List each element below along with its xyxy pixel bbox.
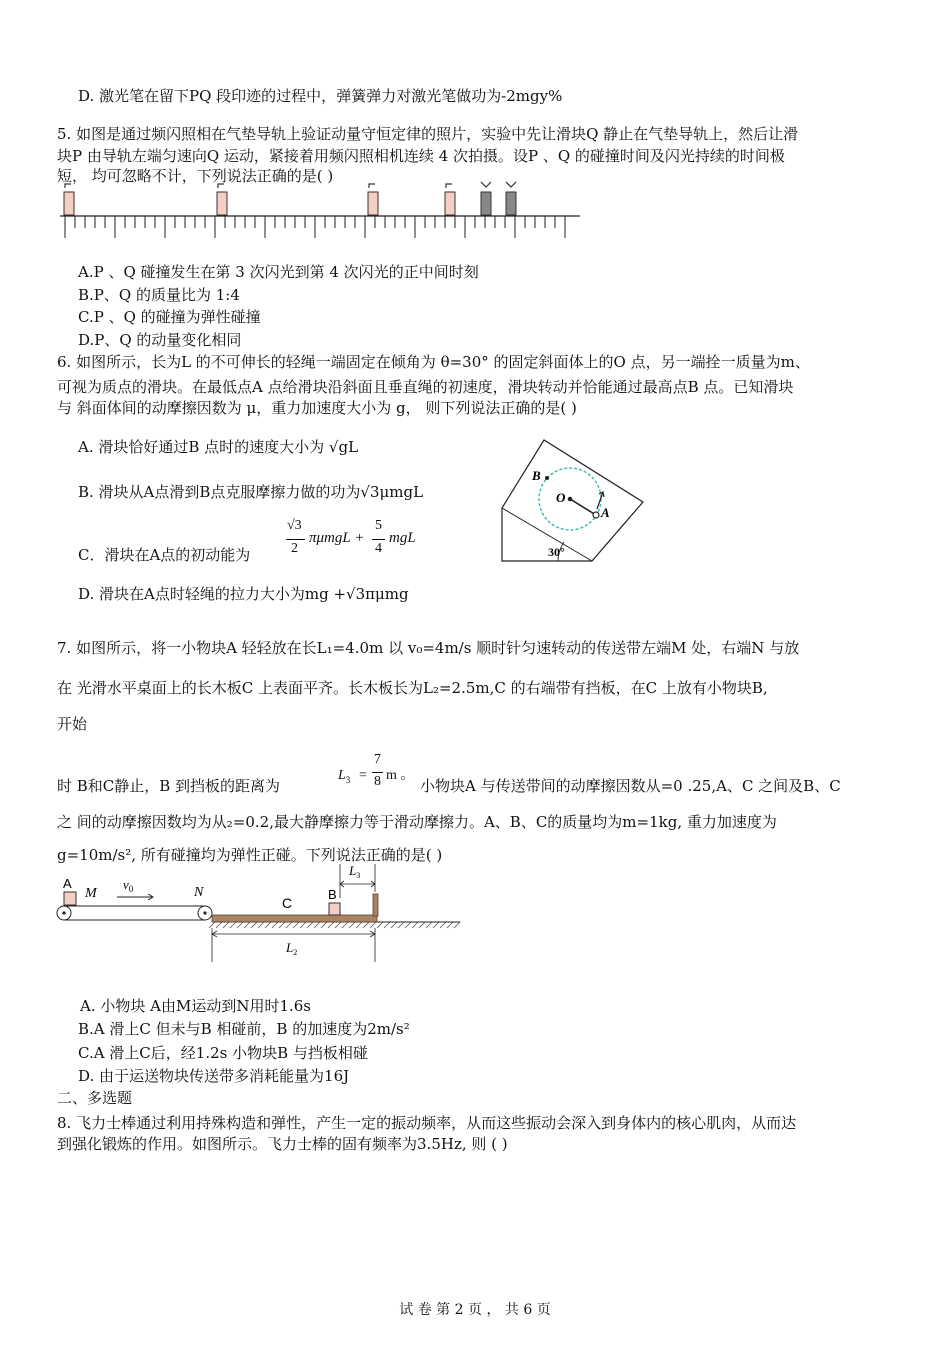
slider-q-1 [481,182,491,215]
hatch-line [405,922,411,928]
hatch-line [377,922,383,928]
l3-symbol [338,768,350,785]
q5-air-track-figure [55,178,585,248]
l3-fraction [372,752,384,798]
slider-p-flash-2 [217,184,227,215]
label-l3: $L_3$ [349,863,361,880]
label-c: C [282,895,293,911]
hatch-line [321,922,327,928]
block-a [64,892,76,905]
left-roller-axle [62,911,65,914]
q7-stem-line-3: 开始 [57,715,88,733]
q5-stem-line-2: 块P 由导轨左端匀速向Q 运动，紧接着用频闪照相机连续 4 次拍摄。设P 、Q 的碰撞时间及闪光持续的时间极 [57,147,785,165]
q8-stem-line-1: 8. 飞力士棒通过利用持殊构造和弹性，产生一定的振动频率，从而这些振动会深入到身体内的核心肌肉，从而达 [57,1114,797,1132]
q7-stem-line-4b: 小物块A 与传送带间的动摩擦因数从=0 .25,A、C 之间及B、C [420,777,841,795]
air-track-ruler-ticks [65,216,565,238]
q6-option-c-fraction-2 [372,518,386,564]
q6-option-c-term-1: πμmgL + [309,530,365,546]
slider-q-2 [506,182,516,215]
label-v0: $v_0$ [123,877,134,894]
q7-option-d: D. 由于运送物块传送带多消耗能量为16J [78,1067,350,1085]
fraction-1-denominator: 2 [291,541,298,556]
hatch-line [433,922,439,928]
label-o: O [556,490,566,505]
q7-stem-line-5: 之 间的动摩擦因数均为从₂=0.2,最大静摩擦力等于滑动摩擦力。A、B、C的质量均为m=1kg, 重力加速度为 [57,813,777,831]
hatch-line [293,922,299,928]
q8-stem-line-2: 到强化锻炼的作用。如图所示。飞力士棒的固有频率为3.5Hz, 则 ( ) [57,1135,508,1153]
hatch-line [454,922,460,928]
hatch-line [244,922,250,928]
label-a: A [601,505,610,520]
point-o [568,497,573,502]
hatch-line [286,922,292,928]
label-a: A [63,876,72,891]
fraction-2-numerator: 5 [375,518,382,533]
hatch-line [349,922,355,928]
hatch-line [370,922,376,928]
slider-p-flash-4 [445,184,455,215]
hatch-line [426,922,432,928]
l3-equals: = [359,768,367,783]
q7-stem-line-1: 7. 如图所示，将一小物块A 轻轻放在长L₁=4.0m 以 v₀=4m/s 顺时针匀速转动的传送带左端M 处，右端N 与放 [57,639,800,657]
slider-at-a [593,512,599,518]
hatch-line [356,922,362,928]
q7-stem-line-4a: 时 B和C静止，B 到挡板的距离为 [57,777,281,795]
q6-option-c-fraction-1 [286,518,306,564]
q6-stem-line-2: 可视为质点的滑块。在最低点A 点给滑块沿斜面且垂直绳的初速度，滑块转动并恰能通过最高点B 点。已知滑块 [57,378,794,396]
hatch-line [412,922,418,928]
label-b: B [532,468,541,483]
q6-option-b: B. 滑块从A点滑到B点克服摩擦力做的功为√3μmgL [78,483,424,501]
l3-unit: m 。 [386,768,415,783]
q7-stem-line-6: g=10m/s², 所有碰撞均为弹性正碰。下列说法正确的是( ) [57,846,443,864]
hatch-line [258,922,264,928]
q6-incline-figure [498,436,648,564]
fraction-1-bar [286,539,305,540]
hatch-line [391,922,397,928]
board-c [212,915,377,922]
hatch-line [265,922,271,928]
hatch-line [314,922,320,928]
hatch-line [209,922,215,928]
hatch-line [279,922,285,928]
q6-option-a: A. 滑块恰好通过B 点时的速度大小为 √gL [78,438,359,456]
q7-conveyor-figure [55,858,465,964]
q6-stem-line-1: 6. 如图所示，长为L 的不可伸长的轻绳一端固定在倾角为 θ=30° 的固定斜面体上的O 点，另一端拴一质量为m、 [57,353,810,371]
fraction-2-denominator: 4 [375,541,382,556]
label-m: M [85,886,97,901]
hatch-line [363,922,369,928]
q5-stem-line-3: 短， 均可忽略不计，下列说法正确的是( ) [57,167,334,185]
hatch-line [342,922,348,928]
label-b: B [328,887,337,902]
hatch-line [230,922,236,928]
l3-fraction-bar [372,772,383,773]
q5-option-a: A.P 、Q 碰撞发生在第 3 次闪光到第 4 次闪光的正中间时刻 [78,263,479,281]
hatch-line [223,922,229,928]
hatch-line [307,922,313,928]
q5-option-c: C.P 、Q 的碰撞为弹性碰撞 [78,308,261,326]
hatch-line [328,922,334,928]
hatch-line [251,922,257,928]
q5-stem-line-1: 5. 如图是通过频闪照相在气垫导轨上验证动量守恒定律的照片，实验中先让滑块Q 静止在气垫导轨上，然后让滑 [57,125,799,143]
section-title-multiple-choice: 二、多选题 [57,1089,133,1107]
angle-label: 30° [548,545,565,559]
hatch-line [237,922,243,928]
slider-p-flash-1 [64,184,74,215]
q7-option-a: A. 小物块 A由M运动到N用时1.6s [80,997,312,1015]
q4-option-d: D. 激光笔在留下PQ 段印迹的过程中，弹簧弹力对激光笔做功为-2mgy% [78,87,563,105]
l3-fraction-denominator: 8 [374,774,381,789]
slider-p-flash-3 [368,184,378,215]
table-hatching [209,922,460,928]
q7-option-c: C.A 滑上C后，经1.2s 小物块B 与挡板相碰 [78,1044,368,1062]
label-l2: $L_2$ [286,940,298,957]
q7-stem-line-2: 在 光滑水平桌面上的长木板C 上表面平齐。长木板长为L₂=2.5m,C 的右端带有挡板，在C 上放有小物块B, [57,679,768,697]
board-baffle [373,894,378,916]
label-n: N [194,885,204,900]
point-b [545,476,549,480]
hatch-line [216,922,222,928]
hatch-line [335,922,341,928]
fraction-1-numerator: √3 [287,518,302,533]
q6-option-d: D. 滑块在A点时轻绳的拉力大小为mg +√3πμmg [78,585,409,603]
q6-option-c-prefix: C．滑块在A点的初动能为 [78,546,251,564]
page-footer: 试 卷 第 2 页 ， 共 6 页 [399,1302,551,1318]
l3-fraction-numerator: 7 [374,752,381,767]
q6-stem-line-3: 与 斜面体间的动摩擦因数为 μ，重力加速度大小为 g， 则下列说法正确的是( ) [57,399,577,417]
l3-letter: L [338,768,346,783]
hatch-line [419,922,425,928]
q5-option-d: D.P、Q 的动量变化相同 [78,331,242,349]
q6-option-c-term-2: mgL [389,530,416,546]
hatch-line [300,922,306,928]
hatch-line [272,922,278,928]
fraction-2-bar [372,539,385,540]
hatch-line [447,922,453,928]
hatch-line [440,922,446,928]
right-roller-axle [203,911,206,914]
q5-option-b: B.P、Q 的质量比为 1:4 [78,286,240,304]
q7-option-b: B.A 滑上C 但未与B 相碰前，B 的加速度为2m/s² [78,1020,410,1038]
l3-subscript: 3 [345,774,351,785]
hatch-line [384,922,390,928]
hatch-line [398,922,404,928]
block-b [329,903,340,915]
